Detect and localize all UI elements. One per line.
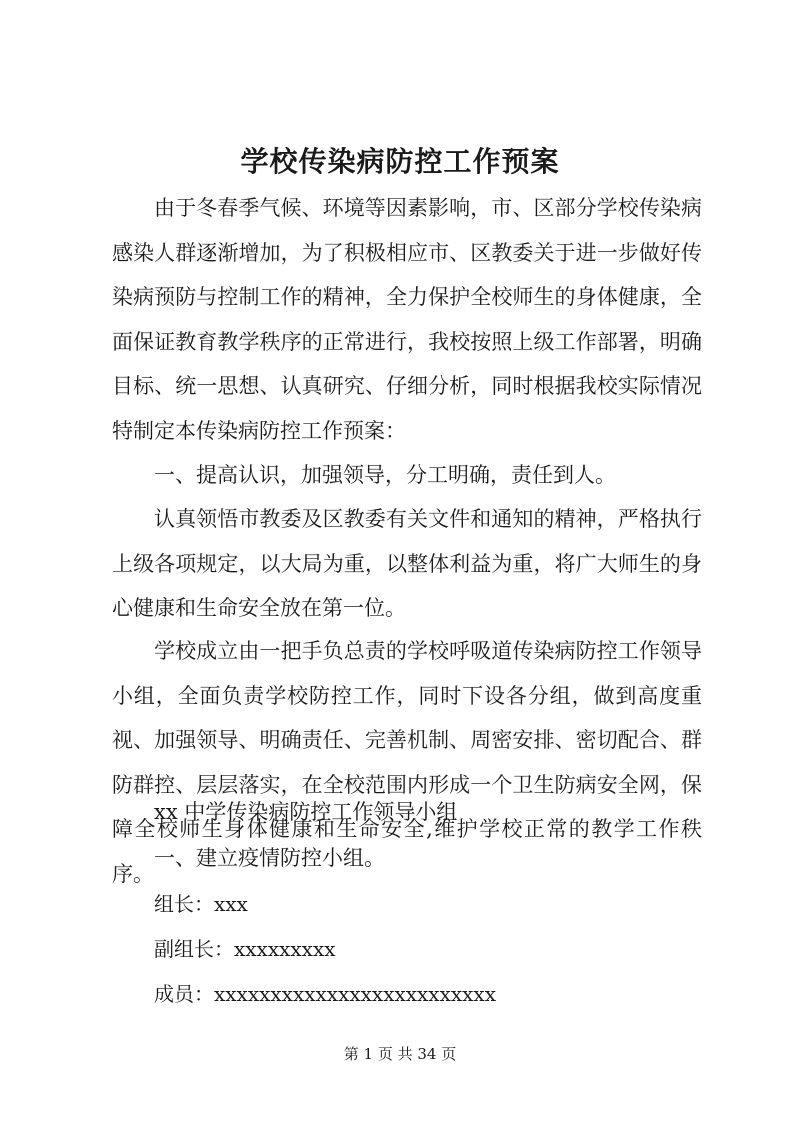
paragraph-section-one: 一、提高认识，加强领导，分工明确，责任到人。 bbox=[154, 463, 616, 487]
paragraph-leading-group: 学校成立由一把手负总责的学校呼吸道传染病防控工作领导小组，全面负责学校防控工作，同时下设各分组，做到高度重视、加强领导、明确责任、完善机制、周密安排、密切配合、群防群控、层层落实，在全校范围内形成一个卫生防病安全网，保障全校师生身体健康和生命安全,维护学校正常的教学工作秩序。 bbox=[112, 639, 702, 886]
group-deputy-leader: 副组长：xxxxxxxxx bbox=[154, 937, 336, 961]
group-members: 成员：xxxxxxxxxxxxxxxxxxxxxxxxx bbox=[154, 982, 496, 1006]
document-title: 学校传染病防控工作预案 bbox=[240, 145, 560, 178]
page-footer bbox=[0, 1044, 800, 1064]
paragraph-understanding: 认真领悟市教委及区教委有关文件和通知的精神，严格执行上级各项规定，以大局为重，以整体利益为重，将广大师生的身心健康和生命安全放在第一位。 bbox=[112, 507, 702, 620]
group-leader: 组长：xxx bbox=[154, 892, 248, 916]
paragraph-intro: 由于冬春季气候、环境等因素影响，市、区部分学校传染病感染人群逐渐增加，为了积极相应市、区教委关于进一步做好传染病预防与控制工作的精神，全力保护全校师生的身体健康，全面保证教育教学秩序的正常进行，我校按照上级工作部署，明确目标、统一思想、认真研究、仔细分析，同时根据我校实际情况特制定本传染病防控工作预案： bbox=[112, 196, 702, 443]
leading-group-name: xx 中学传染病防控工作领导小组 bbox=[154, 800, 458, 824]
section-heading: 一、建立疫情防控小组。 bbox=[154, 846, 385, 870]
page-number: 第 1 页 共 34 页 bbox=[343, 1045, 457, 1063]
